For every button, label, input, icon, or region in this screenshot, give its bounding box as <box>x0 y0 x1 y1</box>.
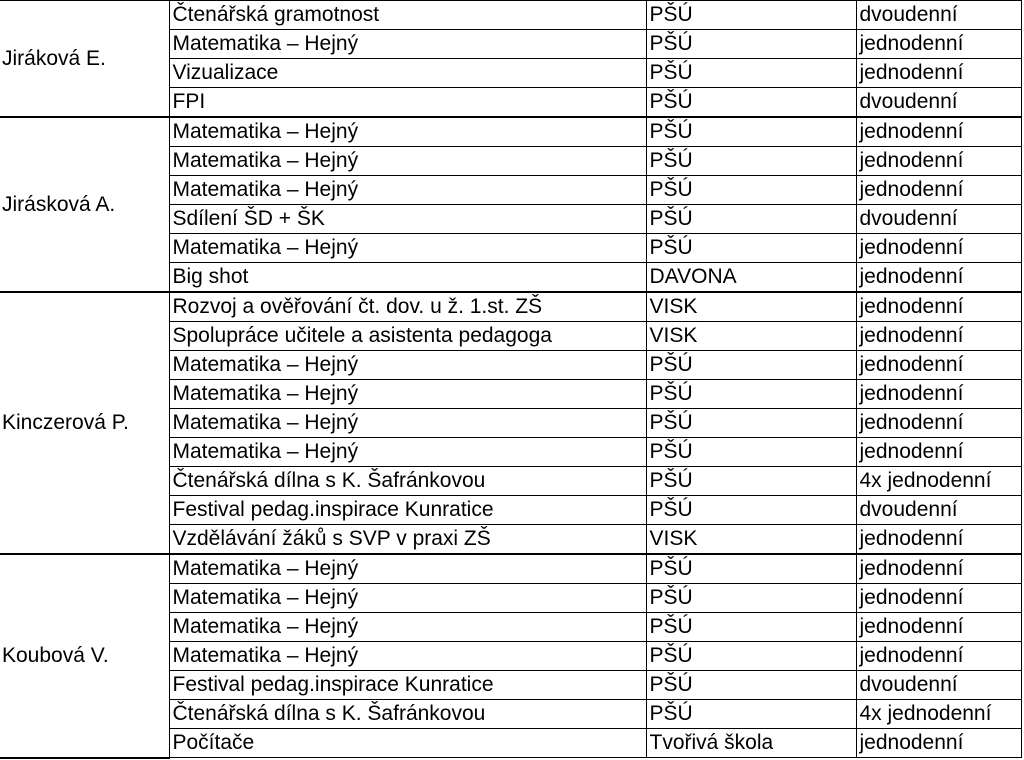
provider-cell[interactable]: VISK <box>646 525 856 555</box>
duration-cell[interactable]: jednodenní <box>856 525 1021 555</box>
course-cell[interactable]: Matematika – Hejný <box>169 117 646 147</box>
duration-cell[interactable]: dvoudenní <box>856 205 1021 234</box>
duration-cell[interactable]: jednodenní <box>856 729 1021 758</box>
course-cell[interactable]: Festival pedag.inspirace Kunratice <box>169 671 646 700</box>
table-row <box>0 0 1021 30</box>
provider-cell[interactable]: PŠÚ <box>646 205 856 234</box>
course-cell[interactable]: Sdílení ŠD + ŠK <box>169 205 646 234</box>
provider-cell[interactable]: PŠÚ <box>646 671 856 700</box>
provider-cell[interactable]: PŠÚ <box>646 700 856 729</box>
course-cell[interactable]: Matematika – Hejný <box>169 613 646 642</box>
provider-cell[interactable]: PŠÚ <box>646 117 856 147</box>
duration-cell[interactable]: jednodenní <box>856 263 1021 293</box>
teacher-name-cell[interactable]: Koubová V. <box>0 554 169 758</box>
provider-cell[interactable]: PŠÚ <box>646 176 856 205</box>
provider-cell[interactable]: PŠÚ <box>646 467 856 496</box>
course-cell[interactable]: FPI <box>169 88 646 118</box>
course-cell[interactable]: Čtenářská dílna s K. Šafránkovou <box>169 700 646 729</box>
course-cell[interactable]: Matematika – Hejný <box>169 554 646 584</box>
provider-cell[interactable]: PŠÚ <box>646 88 856 118</box>
duration-cell[interactable]: jednodenní <box>856 380 1021 409</box>
provider-cell[interactable]: PŠÚ <box>646 351 856 380</box>
course-cell[interactable]: Matematika – Hejný <box>169 438 646 467</box>
duration-cell[interactable]: jednodenní <box>856 30 1021 59</box>
provider-cell[interactable]: PŠÚ <box>646 409 856 438</box>
duration-cell[interactable]: jednodenní <box>856 351 1021 380</box>
provider-cell[interactable]: PŠÚ <box>646 234 856 263</box>
duration-cell[interactable]: jednodenní <box>856 613 1021 642</box>
course-cell[interactable]: Matematika – Hejný <box>169 176 646 205</box>
course-cell[interactable]: Matematika – Hejný <box>169 234 646 263</box>
provider-cell[interactable]: VISK <box>646 322 856 351</box>
duration-cell[interactable]: jednodenní <box>856 117 1021 147</box>
duration-cell[interactable]: jednodenní <box>856 59 1021 88</box>
duration-cell[interactable]: dvoudenní <box>856 0 1021 30</box>
table-row <box>0 292 1021 322</box>
course-cell[interactable]: Matematika – Hejný <box>169 409 646 438</box>
duration-cell[interactable]: jednodenní <box>856 147 1021 176</box>
course-cell[interactable]: Spolupráce učitele a asistenta pedagoga <box>169 322 646 351</box>
duration-cell[interactable]: jednodenní <box>856 438 1021 467</box>
duration-cell[interactable]: jednodenní <box>856 584 1021 613</box>
duration-cell[interactable]: jednodenní <box>856 234 1021 263</box>
provider-cell[interactable]: PŠÚ <box>646 0 856 30</box>
course-cell[interactable]: Čtenářská gramotnost <box>169 0 646 30</box>
provider-cell[interactable]: PŠÚ <box>646 613 856 642</box>
course-cell[interactable]: Matematika – Hejný <box>169 642 646 671</box>
teacher-name-cell[interactable]: Jiráková E. <box>0 0 169 117</box>
provider-cell[interactable]: PŠÚ <box>646 554 856 584</box>
provider-cell[interactable]: PŠÚ <box>646 584 856 613</box>
provider-cell[interactable]: PŠÚ <box>646 496 856 525</box>
course-cell[interactable]: Vizualizace <box>169 59 646 88</box>
course-cell[interactable]: Matematika – Hejný <box>169 30 646 59</box>
duration-cell[interactable]: jednodenní <box>856 176 1021 205</box>
course-cell[interactable]: Matematika – Hejný <box>169 351 646 380</box>
course-cell[interactable]: Matematika – Hejný <box>169 584 646 613</box>
provider-cell[interactable]: PŠÚ <box>646 438 856 467</box>
course-cell[interactable]: Matematika – Hejný <box>169 147 646 176</box>
duration-cell[interactable]: jednodenní <box>856 292 1021 322</box>
provider-cell[interactable]: DAVONA <box>646 263 856 293</box>
duration-cell[interactable]: dvoudenní <box>856 496 1021 525</box>
provider-cell[interactable]: PŠÚ <box>646 59 856 88</box>
duration-cell[interactable]: jednodenní <box>856 642 1021 671</box>
teacher-name-cell[interactable]: Jirásková A. <box>0 117 169 292</box>
duration-cell[interactable]: dvoudenní <box>856 671 1021 700</box>
course-cell[interactable]: Big shot <box>169 263 646 293</box>
course-cell[interactable]: Počítače <box>169 729 646 758</box>
duration-cell[interactable]: dvoudenní <box>856 88 1021 118</box>
provider-cell[interactable]: Tvořivá škola <box>646 729 856 758</box>
duration-cell[interactable]: jednodenní <box>856 409 1021 438</box>
provider-cell[interactable]: PŠÚ <box>646 147 856 176</box>
duration-cell[interactable]: jednodenní <box>856 554 1021 584</box>
course-cell[interactable]: Matematika – Hejný <box>169 380 646 409</box>
course-cell[interactable]: Rozvoj a ověřování čt. dov. u ž. 1.st. ZŠ <box>169 292 646 322</box>
provider-cell[interactable]: VISK <box>646 292 856 322</box>
table-row <box>0 554 1021 584</box>
course-cell[interactable]: Festival pedag.inspirace Kunratice <box>169 496 646 525</box>
provider-cell[interactable]: PŠÚ <box>646 642 856 671</box>
duration-cell[interactable]: 4x jednodenní <box>856 700 1021 729</box>
table-row <box>0 117 1021 147</box>
duration-cell[interactable]: 4x jednodenní <box>856 467 1021 496</box>
course-cell[interactable]: Čtenářská dílna s K. Šafránkovou <box>169 467 646 496</box>
course-cell[interactable]: Vzdělávání žáků s SVP v praxi ZŠ <box>169 525 646 555</box>
provider-cell[interactable]: PŠÚ <box>646 380 856 409</box>
provider-cell[interactable]: PŠÚ <box>646 30 856 59</box>
duration-cell[interactable]: jednodenní <box>856 322 1021 351</box>
teacher-name-cell[interactable]: Kinczerová P. <box>0 292 169 554</box>
